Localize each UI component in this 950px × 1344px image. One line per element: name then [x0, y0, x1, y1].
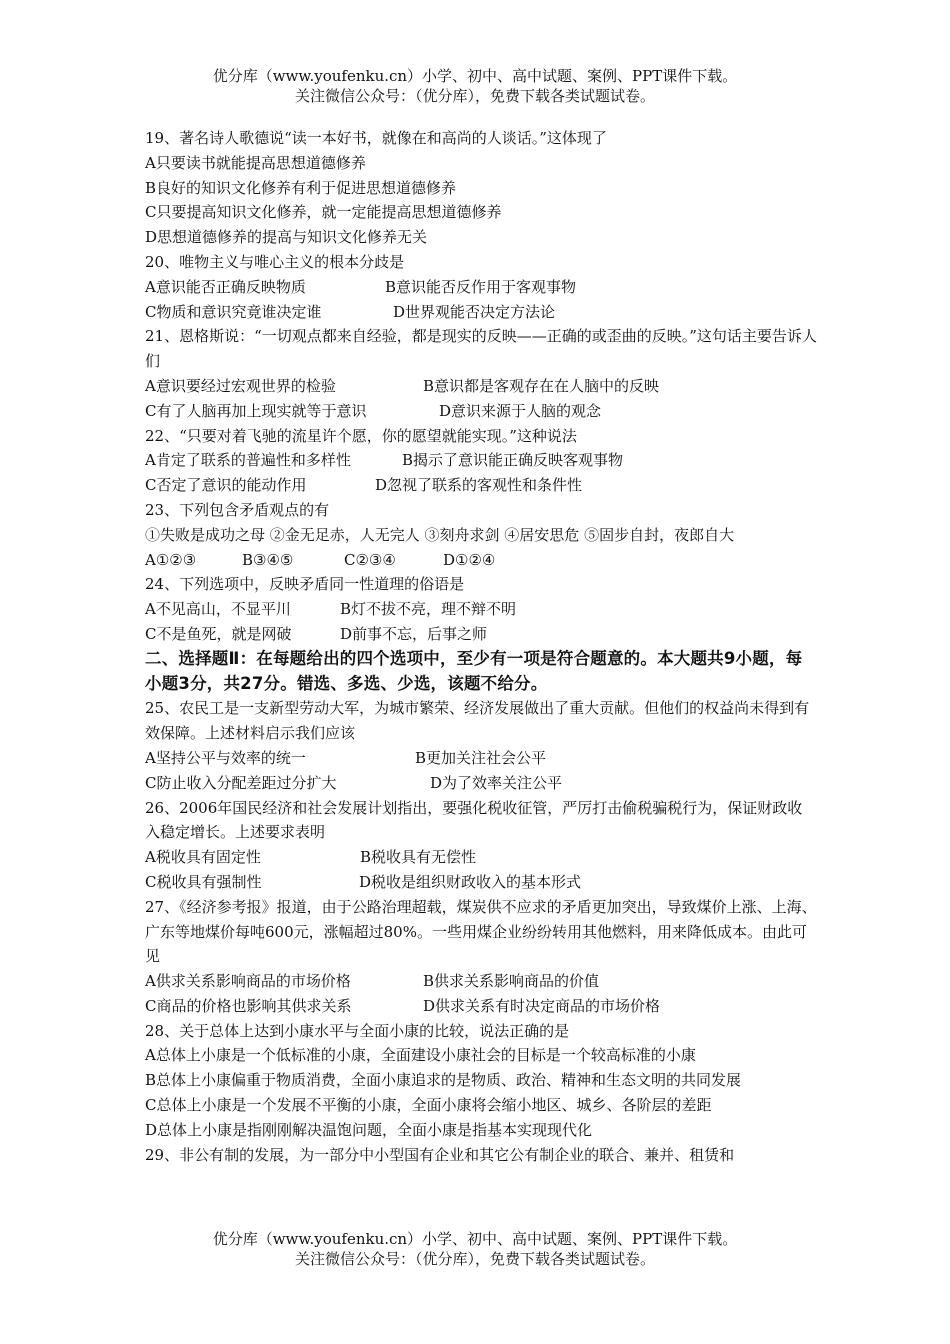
q26-option-c: C税收具有强制性	[145, 872, 262, 891]
q19-option-b: B良好的知识文化修养有利于促进思想道德修养	[145, 178, 457, 197]
q26-stem: 26、2006年国民经济和社会发展计划指出，要强化税收征管，严厉打击偷税骗税行为，保证财政收入稳定增长。上述要求表明	[145, 798, 803, 842]
q28-option-a: A总体上小康是一个低标准的小康，全面建设小康社会的目标是一个较高标准的小康	[145, 1046, 696, 1065]
q26-option-d: D税收是组织财政收入的基本形式	[359, 872, 582, 891]
q19-option-a: A只要读书就能提高思想道德修养	[145, 153, 366, 172]
q24-option-a: A不见高山，不显平川	[145, 600, 291, 619]
q21-option-d: D意识来源于人脑的观念	[439, 401, 602, 420]
q20-option-b: B意识能否反作用于客观事物	[385, 277, 577, 296]
q24-option-c: C不是鱼死，就是网破	[145, 624, 292, 643]
q23-option-d: D①②④	[443, 550, 496, 569]
q22-options-row-1	[145, 448, 817, 473]
q21-option-c: C有了人脑再加上现实就等于意识	[145, 401, 367, 420]
q20-option-c: C物质和意识究竟谁决定谁	[145, 302, 322, 321]
q23-option-b: B③④⑤	[242, 550, 294, 569]
q28-stem: 28、关于总体上达到小康水平与全面小康的比较，说法正确的是	[145, 1021, 570, 1040]
q25-option-c: C防止收入分配差距过分扩大	[145, 773, 337, 792]
q27-option-d: D供求关系有时决定商品的市场价格	[423, 996, 661, 1015]
q22-option-d: D忽视了联系的客观性和条件性	[375, 476, 583, 495]
footer-line-2: 关注微信公众号：（优分库），免费下载各类试题试卷。	[294, 1250, 655, 1268]
q23-stem: 23、下列包含矛盾观点的有	[145, 500, 330, 519]
q19-stem: 19、著名诗人歌德说“读一本好书，就像在和高尚的人谈话。”这体现了	[145, 129, 607, 147]
q25-stem: 25、农民工是一支新型劳动大军，为城市繁荣、经济发展做出了重大贡献。但他们的权益尚未得到有效保障。上述材料启示我们应该	[145, 699, 810, 743]
q21-options-row-1	[145, 374, 817, 399]
q20-option-d: D世界观能否决定方法论	[393, 302, 556, 321]
q20-options-row-2	[145, 300, 817, 325]
q26-option-b: B税收具有无偿性	[360, 848, 477, 867]
q24-option-d: D前事不忘，后事之师	[340, 624, 488, 643]
q28-option-d: D总体上小康是指刚刚解决温饱问题，全面小康是指基本实现现代化	[145, 1120, 593, 1139]
q21-stem: 21、恩格斯说：“一切观点都来自经验，都是现实的反映——正确的或歪曲的反映。”这句话主要告诉人们	[145, 327, 817, 371]
q24-option-b: B灯不拔不亮，理不辩不明	[340, 600, 517, 619]
q23-option-c: C②③④	[344, 550, 396, 569]
q27-options-row-2	[145, 994, 817, 1019]
exam-content	[145, 126, 817, 1167]
q27-option-c: C商品的价格也影响其供求关系	[145, 996, 352, 1015]
q27-stem: 27、《经济参考报》报道，由于公路治理超载，煤炭供不应求的矛盾更加突出，导致煤价上涨、上海、广东等地煤价每吨600元，涨幅超过80%。一些用煤企业纷纷转用其他燃料，用来降低成本。由此可见	[145, 897, 817, 966]
q27-options-row-1	[145, 969, 817, 994]
q25-options-row-2	[145, 771, 817, 796]
page-header	[0, 66, 950, 106]
q27-option-a: A供求关系影响商品的市场价格	[145, 972, 351, 991]
q24-stem: 24、下列选项中，反映矛盾同一性道理的俗语是	[145, 575, 465, 594]
q21-options-row-2	[145, 399, 817, 424]
footer-line-1: 优分库（www.youfenku.cn）小学、初中、高中试题、案例、PPT课件下载。	[212, 1230, 738, 1248]
page-footer	[0, 1229, 950, 1269]
q25-option-a: A坚持公平与效率的统一	[145, 748, 306, 767]
header-line-2: 关注微信公众号：（优分库），免费下载各类试题试卷。	[294, 87, 655, 105]
q22-options-row-2	[145, 473, 817, 498]
q19-option-c: C只要提高知识文化修养，就一定能提高思想道德修养	[145, 203, 502, 222]
q23-items: ①失败是成功之母 ②金无足赤，人无完人 ③刻舟求剑 ④居安思危 ⑤固步自封，夜郎自大	[145, 525, 735, 544]
q22-option-a: A肯定了联系的普遍性和多样性	[145, 451, 351, 470]
q24-options-row-1	[145, 597, 817, 622]
q20-stem: 20、唯物主义与唯心主义的根本分歧是	[145, 252, 405, 271]
q19-option-d: D思想道德修养的提高与知识文化修养无关	[145, 228, 428, 247]
q20-options-row-1	[145, 275, 817, 300]
q27-option-b: B供求关系影响商品的价值	[423, 972, 600, 991]
q21-option-a: A意识要经过宏观世界的检验	[145, 376, 336, 395]
q22-option-c: C否定了意识的能动作用	[145, 476, 307, 495]
q25-options-row-1	[145, 746, 817, 771]
q22-option-b: B揭示了意识能正确反映客观事物	[402, 451, 624, 470]
q20-option-a: A意识能否正确反映物质	[145, 277, 306, 296]
q22-stem: 22、“只要对着飞驰的流星许个愿，你的愿望就能实现。”这种说法	[145, 426, 577, 445]
section-2-heading: 二、选择题Ⅱ：在每题给出的四个选项中，至少有一项是符合题意的。本大题共9小题，每小题3分，共27分。错选、多选、少选，该题不给分。	[145, 648, 803, 693]
q28-option-b: B总体上小康偏重于物质消费，全面小康追求的是物质、政治、精神和生态文明的共同发展	[145, 1071, 742, 1090]
q25-option-b: B更加关注社会公平	[415, 748, 547, 767]
q26-option-a: A税收具有固定性	[145, 848, 261, 867]
q23-options-row	[145, 548, 817, 573]
q26-options-row-1	[145, 845, 817, 870]
q28-option-c: C总体上小康是一个发展不平衡的小康，全面小康将会缩小地区、城乡、各阶层的差距	[145, 1096, 712, 1115]
q24-options-row-2	[145, 622, 817, 647]
header-line-1: 优分库（www.youfenku.cn）小学、初中、高中试题、案例、PPT课件下载。	[212, 67, 738, 85]
q21-option-b: B意识都是客观存在在人脑中的反映	[423, 376, 660, 395]
q29-stem: 29、非公有制的发展，为一部分中小型国有企业和其它公有制企业的联合、兼并、租赁和	[145, 1145, 735, 1164]
q25-option-d: D为了效率关注公平	[430, 773, 563, 792]
q23-option-a: A①②③	[145, 550, 197, 569]
q26-options-row-2	[145, 870, 817, 895]
